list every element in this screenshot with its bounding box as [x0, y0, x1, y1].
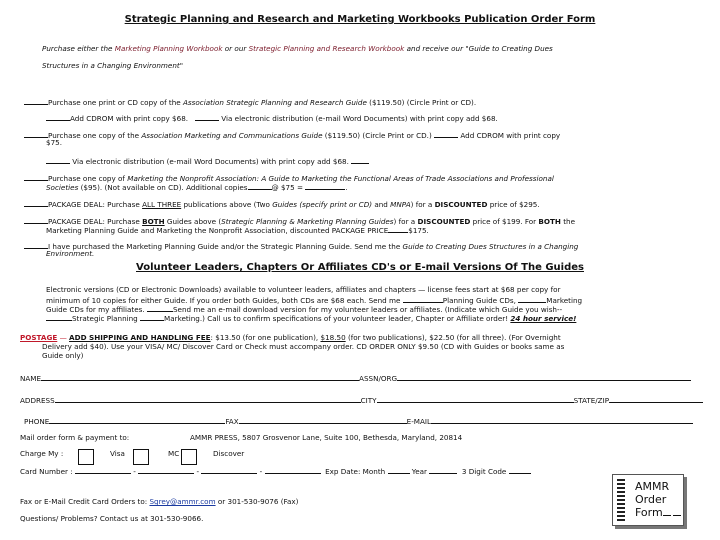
option-3-line-2: $75.	[46, 138, 63, 147]
binding-stripe-icon	[617, 479, 625, 521]
volunteer-line-4: Strategic Planning Marketing.) Call us to confirm specifications of your volunteer leader, Chapter or Affiliate order! 24 hour service!	[46, 312, 576, 323]
intro-book-1: Marketing Planning Workbook	[114, 44, 223, 53]
blank-option-7[interactable]	[24, 215, 48, 224]
questions-line: Questions/ Problems? Contact us at 301-530-9066.	[20, 514, 204, 523]
postage-line-3: Guide only)	[42, 351, 84, 360]
card-field-1[interactable]	[75, 465, 131, 474]
blank-option-3b[interactable]	[434, 129, 458, 138]
discover-label: Discover	[213, 449, 245, 458]
visa-label: Visa	[110, 449, 125, 458]
blank-option-8[interactable]	[24, 240, 48, 249]
card-field-3[interactable]	[201, 465, 257, 474]
blank-marketing[interactable]	[140, 312, 164, 321]
option-2: Add CDROM with print copy $68. Via electronic distribution (e-mail Word Documents) with print copy add $68.	[46, 112, 498, 123]
charge-label: Charge My :	[20, 449, 64, 458]
email-link[interactable]: Sgrey@ammr.com	[149, 497, 216, 506]
address-field[interactable]	[55, 394, 361, 403]
fax-field[interactable]	[239, 415, 407, 424]
option-8: I have purchased the Marketing Planning Guide and/or the Strategic Planning Guide. Send me the Guide to Creating Dues Structures in a Changing	[24, 240, 578, 251]
option-5: Purchase one copy of Marketing the Nonprofit Association: A Guide to Marketing the Functional Areas of Trade Associations and Professional	[24, 172, 554, 183]
name-row	[20, 372, 691, 383]
name-label: NAME	[20, 374, 42, 383]
fax-label: FAX	[225, 417, 239, 426]
email-label: E-MAIL	[406, 417, 432, 426]
blank-strategic-planning[interactable]	[46, 312, 72, 321]
blank-additional-copies[interactable]	[248, 181, 272, 190]
exp-year-field[interactable]	[429, 465, 457, 474]
exp-label: Exp Date:	[325, 467, 361, 476]
option-4: Via electronic distribution (e-mail Word Documents) with print copy add $68.	[46, 155, 369, 166]
address-row	[20, 394, 703, 405]
mail-label: Mail order form & payment to:	[20, 433, 130, 442]
intro-mid: or our	[222, 44, 249, 53]
option-8-line-2: Environment.	[46, 249, 95, 258]
option-1: Purchase one print or CD copy of the Association Strategic Planning and Research Guide ($119.50) (Circle Print or CD).	[24, 96, 476, 107]
volunteer-line-3: Guide CDs for my affiliates. Send me an e-mail download version for my volunteer leaders or affiliates. (Indicate which Guide you wish--	[46, 305, 563, 314]
blank-marketing-cds[interactable]	[518, 294, 546, 303]
volunteer-heading: Volunteer Leaders, Chapters Or Affiliates CD's or E-mail Versions Of The Guides	[136, 262, 584, 273]
option-6: PACKAGE DEAL: Purchase ALL THREE publications above (Two Guides (specify print or CD) and MNPA) for a DISCOUNTED price of $295.	[24, 198, 540, 209]
blank-option-6[interactable]	[24, 198, 48, 207]
visa-checkbox[interactable]	[133, 449, 149, 465]
blank-option-3[interactable]	[24, 129, 48, 138]
postage-line-1: POSTAGE — ADD SHIPPING AND HANDLING FEE: $13.50 (for one publication), $18.50 (for two publications), $22.50 (for all three). (For Overnight	[20, 333, 561, 342]
blank-email-download[interactable]	[147, 303, 173, 312]
mail-address: AMMR PRESS, 5807 Grosvenor Lane, Suite 100, Bethesda, Maryland, 20814	[190, 433, 463, 442]
city-field[interactable]	[377, 394, 574, 403]
assn-label: ASSN/ORG	[359, 374, 398, 383]
postage-label: POSTAGE	[20, 333, 58, 342]
card-row: Card Number : - - - Exp Date: Month Year 3 Digit Code	[20, 465, 531, 476]
blank-option-4[interactable]	[46, 155, 70, 164]
statezip-field[interactable]	[609, 394, 703, 403]
blank-package-price[interactable]	[388, 224, 408, 233]
fax-orders-line: Fax or E-Mail Credit Card Orders to: Sgrey@ammr.com or 301-530-9076 (Fax)	[20, 497, 299, 506]
address-label: ADDRESS	[20, 396, 55, 405]
exp-month-field[interactable]	[388, 465, 410, 474]
option-3: Purchase one copy of the Association Marketing and Communications Guide ($119.50) (Circle Print or CD.) Add CDROM with print copy	[24, 129, 560, 140]
mc-label: MC	[168, 449, 180, 458]
intro-line-2: Structures in a Changing Environment"	[42, 61, 184, 70]
badge-text: AMMR Order Form	[635, 480, 681, 519]
code-field[interactable]	[509, 465, 531, 474]
phone-field[interactable]	[49, 415, 225, 424]
option-7-line-2: Marketing Planning Guide and Marketing the Nonprofit Association, discounted PACKAGE PRICE $175.	[46, 226, 429, 235]
card-field-2[interactable]	[138, 465, 194, 474]
page-title: Strategic Planning and Research and Marketing Workbooks Publication Order Form	[124, 14, 596, 25]
intro-pre: Purchase either the	[42, 44, 115, 53]
blank-option-5[interactable]	[24, 172, 48, 181]
code-label: 3 Digit Code	[461, 467, 507, 476]
volunteer-line-1: Electronic versions (CD or Electronic Downloads) available to volunteer leaders, affiliates and chapters — license fees start at $68 per copy for	[46, 285, 561, 294]
mc-checkbox[interactable]	[181, 449, 197, 465]
card-label: Card Number :	[20, 467, 73, 476]
charge-box-1[interactable]	[78, 449, 94, 465]
name-field[interactable]	[41, 372, 359, 381]
option-5-line-2: Societies ($95). (Not available on CD). Additional copies @ $75 = .	[46, 183, 348, 192]
card-field-4[interactable]	[265, 465, 321, 474]
blank-additional-total[interactable]	[305, 181, 345, 190]
blank-option-2b[interactable]	[195, 112, 219, 121]
blank-option-1[interactable]	[24, 96, 48, 105]
volunteer-line-2: minimum of 10 copies for either Guide. If you order both Guides, both CDs are $68 each. Send me Planning Guide CDs, Marketing	[46, 296, 583, 305]
ammr-order-form-badge	[612, 474, 684, 526]
option-7: PACKAGE DEAL: Purchase BOTH Guides above (Strategic Planning & Marketing Planning Guides) for a DISCOUNTED price of $199. For BOTH the	[24, 215, 575, 226]
phone-row	[24, 415, 693, 426]
assn-field[interactable]	[397, 372, 691, 381]
blank-option-2a[interactable]	[46, 112, 70, 121]
intro-line-1	[42, 44, 553, 53]
statezip-label: STATE/ZIP	[573, 396, 610, 405]
email-field[interactable]	[431, 415, 693, 424]
city-label: CITY	[360, 396, 377, 405]
intro-post: and receive our "Guide to Creating Dues	[404, 44, 553, 53]
blank-planning-cds[interactable]	[403, 294, 443, 303]
intro-book-2: Strategic Planning and Research Workbook	[248, 44, 405, 53]
phone-label: PHONE	[24, 417, 50, 426]
postage-line-2: Delivery add $40). Use your VISA/ MC/ Discover Card or Check must accompany order. CD ORDER ONLY $9.50 (CD with Guides or books same as	[42, 342, 565, 351]
blank-option-4b[interactable]	[351, 155, 369, 164]
